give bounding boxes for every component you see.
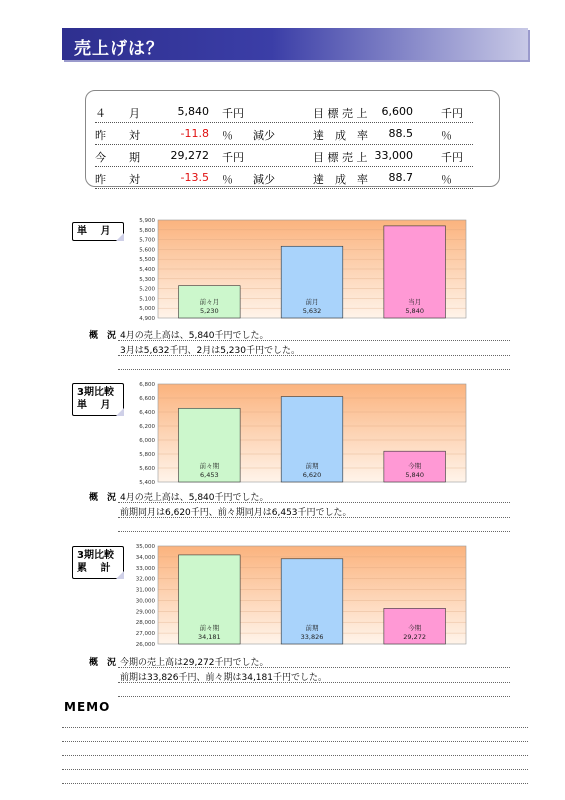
y-tick-label: 35,000 — [135, 544, 155, 550]
divider — [118, 340, 510, 341]
note-line: 今期の売上高は29,272千円でした。 — [120, 658, 269, 668]
memo-line — [62, 741, 528, 742]
row-unit: 千円 — [222, 151, 244, 164]
summary-row — [95, 166, 473, 189]
y-tick-label: 6,000 — [139, 438, 155, 444]
y-tick-label: 5,700 — [139, 237, 155, 244]
summary-row — [95, 144, 473, 167]
y-tick-label: 31,000 — [135, 587, 155, 594]
row-unit2: ％ — [441, 129, 452, 142]
row-label-c: 達 成 率 — [313, 173, 368, 186]
note-line: 4月の売上高は、5,840千円でした。 — [120, 331, 269, 341]
y-tick-label: 5,900 — [139, 218, 155, 224]
row-label-c: 目 標 売 上 — [313, 151, 368, 164]
row-unit: ％ — [222, 129, 233, 142]
bar-category-label: 前期 — [305, 624, 319, 632]
bar-value-label: 5,632 — [302, 307, 322, 315]
bar-value-label: 34,181 — [197, 633, 221, 641]
row-label-a: 昨 — [95, 129, 106, 142]
row-value: -11.8 — [180, 127, 209, 140]
row-unit2: 千円 — [441, 107, 463, 120]
bar-value-label: 6,620 — [302, 471, 322, 479]
bar-value-label: 33,826 — [300, 633, 324, 641]
section-label-line1: 3期比較 — [77, 550, 114, 561]
row-label-c: 達 成 率 — [313, 129, 368, 142]
row-value2: 6,600 — [381, 105, 413, 118]
y-tick-label: 28,000 — [135, 620, 155, 627]
bar-value-label: 29,272 — [403, 633, 427, 641]
row-unit: ％ — [222, 173, 233, 186]
summary-row — [95, 100, 473, 123]
section-label-monthly — [72, 222, 124, 241]
bar-category-label: 当月 — [408, 298, 422, 306]
three-period-cumulative-chart — [130, 542, 470, 648]
row-flag: 減少 — [253, 129, 275, 142]
divider — [118, 696, 510, 697]
divider — [118, 517, 510, 518]
y-tick-label: 29,000 — [135, 609, 155, 616]
y-tick-label: 6,600 — [139, 396, 155, 402]
section-label-line2: 単 月 — [77, 400, 111, 411]
y-tick-label: 5,300 — [139, 276, 155, 283]
divider — [118, 667, 510, 668]
y-tick-label: 32,000 — [135, 576, 155, 583]
y-tick-label: 5,000 — [139, 306, 155, 313]
section-label-line1: 単 月 — [77, 226, 111, 237]
y-tick-label: 5,200 — [139, 286, 155, 293]
bar-category-label: 今期 — [408, 624, 422, 632]
memo-line — [62, 727, 528, 728]
bar-value-label: 5,840 — [405, 471, 424, 479]
y-tick-label: 5,100 — [139, 296, 155, 303]
row-value2: 88.7 — [388, 171, 413, 184]
row-value: -13.5 — [180, 171, 209, 184]
monthly-sales-chart — [130, 216, 470, 322]
note-line: 4月の売上高は、5,840千円でした。 — [120, 493, 269, 503]
divider — [118, 502, 510, 503]
row-flag: 減少 — [253, 173, 275, 186]
row-value2: 33,000 — [374, 149, 413, 162]
bar-category-label: 前月 — [305, 298, 319, 306]
section-label-3period-cumulative — [72, 546, 124, 579]
bar-value-label: 5,230 — [200, 307, 219, 315]
y-tick-label: 5,800 — [139, 452, 155, 458]
y-tick-label: 6,400 — [139, 410, 155, 416]
row-label-c: 目 標 売 上 — [313, 107, 368, 120]
y-tick-label: 5,600 — [139, 247, 155, 254]
bar-category-label: 前々期 — [199, 624, 220, 632]
row-label-a: 今 — [95, 151, 106, 164]
y-tick-label: 5,800 — [139, 227, 155, 234]
memo-line — [62, 769, 528, 770]
row-value2: 88.5 — [388, 127, 413, 140]
note-line: 前期は33,826千円、前々期は34,181千円でした。 — [120, 673, 327, 683]
row-label-b: 対 — [129, 129, 140, 142]
bar-category-label: 前々期 — [199, 462, 220, 470]
note-line: 3月は5,632千円、2月は5,230千円でした。 — [120, 346, 300, 356]
row-value: 5,840 — [177, 105, 209, 118]
memo-line — [62, 755, 528, 756]
row-label-b: 期 — [129, 151, 140, 164]
bar-category-label: 前々月 — [199, 298, 220, 306]
y-tick-label: 5,500 — [139, 257, 155, 264]
row-unit2: 千円 — [441, 151, 463, 164]
y-tick-label: 30,000 — [135, 598, 155, 605]
y-tick-label: 4,900 — [139, 316, 155, 322]
row-unit2: ％ — [441, 173, 452, 186]
summary-row — [95, 122, 473, 145]
y-tick-label: 26,000 — [135, 642, 155, 648]
y-tick-label: 6,200 — [139, 424, 155, 430]
y-tick-label: 6,800 — [139, 382, 155, 388]
row-label-b: 対 — [129, 173, 140, 186]
section-label-3period-monthly — [72, 383, 124, 416]
divider — [118, 369, 510, 370]
bar-category-label: 前期 — [305, 462, 319, 470]
bar-value-label: 6,453 — [200, 471, 219, 479]
bar-value-label: 5,840 — [405, 307, 424, 315]
memo-title: MEMO — [64, 700, 111, 714]
y-tick-label: 5,400 — [139, 480, 155, 486]
section-label-line1: 3期比較 — [77, 387, 114, 398]
y-tick-label: 34,000 — [135, 554, 155, 561]
memo-line — [62, 783, 528, 784]
section-label-line2: 累 計 — [77, 563, 111, 574]
y-tick-label: 5,400 — [139, 267, 155, 273]
divider — [118, 682, 510, 683]
row-label-a: ４ — [95, 107, 106, 120]
note-line: 前期同月は6,620千円、前々期同月は6,453千円でした。 — [120, 508, 352, 518]
row-label-b: 月 — [129, 107, 140, 120]
note-label: 概 況 — [89, 493, 117, 503]
row-unit: 千円 — [222, 107, 244, 120]
page-title: 売上げは？ — [74, 39, 164, 59]
row-label-a: 昨 — [95, 173, 106, 186]
bar-category-label: 今期 — [408, 462, 422, 470]
y-tick-label: 33,000 — [135, 565, 155, 572]
y-tick-label: 27,000 — [135, 631, 155, 638]
y-tick-label: 5,600 — [139, 466, 155, 472]
note-label: 概 況 — [89, 331, 117, 341]
divider — [118, 355, 510, 356]
row-value: 29,272 — [170, 149, 209, 162]
divider — [118, 531, 510, 532]
note-label: 概 況 — [89, 658, 117, 668]
three-period-monthly-chart — [130, 380, 470, 486]
